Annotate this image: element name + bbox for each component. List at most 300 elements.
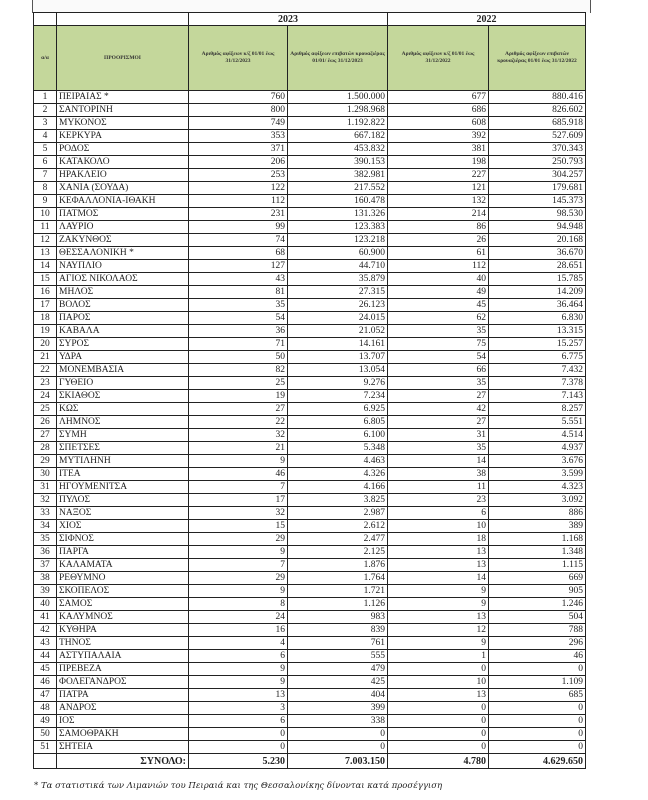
arrivals-2023: 9: [189, 663, 288, 676]
passengers-2023: 2.125: [288, 546, 388, 559]
table-row: [34, 156, 586, 169]
passengers-2023: 7.234: [288, 390, 388, 403]
table-row: [34, 455, 586, 468]
destination-name: ΚΥΘΗΡΑ: [57, 624, 189, 637]
passengers-2022: 4.514: [489, 429, 586, 442]
row-index: 46: [34, 676, 57, 689]
row-index: 11: [34, 221, 57, 234]
passengers-2023: 13.707: [288, 351, 388, 364]
total-arrivals-2023: 5.230: [189, 754, 288, 769]
year-2023-header: 2023: [189, 13, 388, 26]
passengers-2023: 160.478: [288, 195, 388, 208]
passengers-2023: 24.015: [288, 312, 388, 325]
passengers-2023: 667.182: [288, 130, 388, 143]
arrivals-2023: 4: [189, 637, 288, 650]
passengers-2023: 27.315: [288, 286, 388, 299]
passengers-2023: 123.383: [288, 221, 388, 234]
table-row: [34, 689, 586, 702]
passengers-2023: 399: [288, 702, 388, 715]
passengers-2023: 9.276: [288, 377, 388, 390]
passengers-2022: 1.348: [489, 546, 586, 559]
total-passengers-2023: 7.003.150: [288, 754, 388, 769]
table-row: [34, 104, 586, 117]
arrivals-2022: 23: [388, 494, 489, 507]
table-row: [34, 533, 586, 546]
arrivals-2023: 74: [189, 234, 288, 247]
destination-name: ΘΕΣΣΑΛΟΝΙΚΗ *: [57, 247, 189, 260]
passengers-2023: 1.298.968: [288, 104, 388, 117]
passengers-2023: 4.463: [288, 455, 388, 468]
arrivals-2022: 0: [388, 715, 489, 728]
table-row: [34, 91, 586, 104]
destination-name: ΚΩΣ: [57, 403, 189, 416]
row-index: 40: [34, 598, 57, 611]
passengers-2023: 425: [288, 676, 388, 689]
row-index: 4: [34, 130, 57, 143]
passengers-2022: 7.378: [489, 377, 586, 390]
arrivals-2023: 13: [189, 689, 288, 702]
passengers-2022: 98.530: [489, 208, 586, 221]
arrivals-2022: 62: [388, 312, 489, 325]
arrivals-2022: 27: [388, 390, 489, 403]
arrivals-2023: 231: [189, 208, 288, 221]
arrivals-2023: 27: [189, 403, 288, 416]
passengers-2023: 4.326: [288, 468, 388, 481]
passengers-2023: 555: [288, 650, 388, 663]
passengers-2022: 389: [489, 520, 586, 533]
arrivals-2022: 54: [388, 351, 489, 364]
arrivals-2023: 24: [189, 611, 288, 624]
table-row: [34, 312, 586, 325]
destination-name: ΚΕΦΑΛΛΟΝΙΑ-ΙΘΑΚΗ: [57, 195, 189, 208]
row-index: 20: [34, 338, 57, 351]
passengers-2022: 4.323: [489, 481, 586, 494]
passengers-2022: 3.599: [489, 468, 586, 481]
arrivals-2023: 800: [189, 104, 288, 117]
arrivals-2022: 13: [388, 546, 489, 559]
arrivals-2023: 16: [189, 624, 288, 637]
arrivals-2023: 353: [189, 130, 288, 143]
passengers-2023-header: Αριθμός αφίξεων επιβατών κρουαζιέρας 01/01/ έως 31/12/2023: [288, 26, 388, 91]
table-row: [34, 572, 586, 585]
column-header-row: [34, 26, 586, 91]
table-row: [34, 299, 586, 312]
row-index: 12: [34, 234, 57, 247]
passengers-2022: 36.670: [489, 247, 586, 260]
passengers-2023: 217.552: [288, 182, 388, 195]
destination-name: ΣΠΕΤΣΕΣ: [57, 442, 189, 455]
destination-name: ΒΟΛΟΣ: [57, 299, 189, 312]
destination-name: ΚΑΛΑΜΑΤΑ: [57, 559, 189, 572]
row-index: 15: [34, 273, 57, 286]
arrivals-2022: 198: [388, 156, 489, 169]
row-index: 8: [34, 182, 57, 195]
passengers-2023: 4.166: [288, 481, 388, 494]
passengers-2023: 6.925: [288, 403, 388, 416]
passengers-2023: 1.192.822: [288, 117, 388, 130]
passengers-2023: 131.326: [288, 208, 388, 221]
arrivals-2022: 27: [388, 416, 489, 429]
arrivals-2022: 0: [388, 741, 489, 754]
row-index: 13: [34, 247, 57, 260]
arrivals-2022: 13: [388, 689, 489, 702]
destination-name: ΠΡΕΒΕΖΑ: [57, 663, 189, 676]
passengers-2022: 0: [489, 715, 586, 728]
row-index: 31: [34, 481, 57, 494]
destination-name: ΦΟΛΕΓΑΝΔΡΟΣ: [57, 676, 189, 689]
destination-name: ΣΚΙΑΘΟΣ: [57, 390, 189, 403]
destination-name: ΣΚΟΠΕΛΟΣ: [57, 585, 189, 598]
passengers-2023: 1.764: [288, 572, 388, 585]
destination-name: ΗΓΟΥΜΕΝΙΤΣΑ: [57, 481, 189, 494]
table-row: [34, 715, 586, 728]
passengers-2022: 788: [489, 624, 586, 637]
arrivals-2022: 14: [388, 455, 489, 468]
arrivals-2023: 46: [189, 468, 288, 481]
table-row: [34, 377, 586, 390]
table-row: [34, 195, 586, 208]
footnote: * Τα στατιστικά των Λιμανιών του Πειραιά και της Θεσσαλονίκης δίνονται κατά προσέγγιση: [34, 781, 443, 791]
blank-header-cell: [57, 13, 189, 26]
row-index: 49: [34, 715, 57, 728]
passengers-2023: 44.710: [288, 260, 388, 273]
arrivals-2023: 9: [189, 676, 288, 689]
passengers-2023: 2.477: [288, 533, 388, 546]
arrivals-2023: 253: [189, 169, 288, 182]
row-index: 18: [34, 312, 57, 325]
total-arrivals-2022: 4.780: [388, 754, 489, 769]
table-row: [34, 520, 586, 533]
arrivals-2022: 214: [388, 208, 489, 221]
passengers-2023: 1.721: [288, 585, 388, 598]
arrivals-2022: 38: [388, 468, 489, 481]
arrivals-2022: 9: [388, 637, 489, 650]
destination-name: ΣΥΜΗ: [57, 429, 189, 442]
passengers-2022: 250.793: [489, 156, 586, 169]
row-index: 2: [34, 104, 57, 117]
passengers-2023: 1.500.000: [288, 91, 388, 104]
destination-name: ΣΑΜΟΣ: [57, 598, 189, 611]
destination-name: ΙΟΣ: [57, 715, 189, 728]
arrivals-2023: 82: [189, 364, 288, 377]
destination-name: ΙΤΕΑ: [57, 468, 189, 481]
passengers-2022: 880.416: [489, 91, 586, 104]
arrivals-2023: 35: [189, 299, 288, 312]
passengers-2022: 0: [489, 728, 586, 741]
destination-name: ΛΗΜΝΟΣ: [57, 416, 189, 429]
arrivals-2023: 122: [189, 182, 288, 195]
arrivals-2022: 13: [388, 611, 489, 624]
table-row: [34, 650, 586, 663]
arrivals-2023: 112: [189, 195, 288, 208]
arrivals-2023: 6: [189, 715, 288, 728]
arrivals-2022: 686: [388, 104, 489, 117]
table-row: [34, 585, 586, 598]
row-index: 14: [34, 260, 57, 273]
arrivals-2022: 0: [388, 702, 489, 715]
passengers-2023: 13.054: [288, 364, 388, 377]
passengers-2022: 504: [489, 611, 586, 624]
destination-name: ΠΑΤΜΟΣ: [57, 208, 189, 221]
table-row: [34, 169, 586, 182]
destination-name: ΠΑΡΟΣ: [57, 312, 189, 325]
table-row: [34, 728, 586, 741]
row-index: 44: [34, 650, 57, 663]
table-row: [34, 416, 586, 429]
passengers-2022: 685: [489, 689, 586, 702]
passengers-2022: 1.115: [489, 559, 586, 572]
arrivals-2022: 35: [388, 377, 489, 390]
passengers-2022: 15.785: [489, 273, 586, 286]
arrivals-2023: 43: [189, 273, 288, 286]
row-index: 23: [34, 377, 57, 390]
arrivals-2023: 19: [189, 390, 288, 403]
arrivals-2022: 132: [388, 195, 489, 208]
passengers-2022: 1.109: [489, 676, 586, 689]
destination-name: ΣΥΡΟΣ: [57, 338, 189, 351]
row-index: 50: [34, 728, 57, 741]
passengers-2022: 6.775: [489, 351, 586, 364]
passengers-2023: 14.161: [288, 338, 388, 351]
table-row: [34, 442, 586, 455]
passengers-2022: 3.092: [489, 494, 586, 507]
arrivals-2022: 49: [388, 286, 489, 299]
destination-name: ΣΙΦΝΟΣ: [57, 533, 189, 546]
passengers-2022: 0: [489, 741, 586, 754]
passengers-2022: 886: [489, 507, 586, 520]
arrivals-2023: 29: [189, 572, 288, 585]
table-row: [34, 338, 586, 351]
passengers-2022: 304.257: [489, 169, 586, 182]
passengers-2022: 669: [489, 572, 586, 585]
row-index: 36: [34, 546, 57, 559]
destination-name: ΚΑΤΑΚΟΛΟ: [57, 156, 189, 169]
passengers-2022: 20.168: [489, 234, 586, 247]
table-row: [34, 208, 586, 221]
passengers-2022: 5.551: [489, 416, 586, 429]
row-index: 1: [34, 91, 57, 104]
passengers-2022: 179.681: [489, 182, 586, 195]
passengers-2022: 28.651: [489, 260, 586, 273]
destination-name: ΑΣΤΥΠΑΛΑΙΑ: [57, 650, 189, 663]
row-index: 28: [34, 442, 57, 455]
arrivals-2023: 68: [189, 247, 288, 260]
passengers-2022: 145.373: [489, 195, 586, 208]
passengers-2023: 0: [288, 728, 388, 741]
row-index: 3: [34, 117, 57, 130]
table-row: [34, 390, 586, 403]
table-row: [34, 624, 586, 637]
table-row: [34, 403, 586, 416]
total-label: ΣΥΝΟΛΟ:: [57, 754, 189, 769]
total-blank-cell: [34, 754, 57, 769]
passengers-2023: 0: [288, 741, 388, 754]
passengers-2023: 123.218: [288, 234, 388, 247]
table-row: [34, 598, 586, 611]
row-index: 32: [34, 494, 57, 507]
table-row: [34, 221, 586, 234]
passengers-2023: 21.052: [288, 325, 388, 338]
table-row: [34, 637, 586, 650]
passengers-2022: 296: [489, 637, 586, 650]
passengers-2023: 2.612: [288, 520, 388, 533]
arrivals-2023: 8: [189, 598, 288, 611]
arrivals-2022: 0: [388, 663, 489, 676]
arrivals-2023: 3: [189, 702, 288, 715]
arrivals-2022: 66: [388, 364, 489, 377]
arrivals-2023: 9: [189, 455, 288, 468]
table-row: [34, 182, 586, 195]
destination-name: ΠΑΤΡΑ: [57, 689, 189, 702]
row-index: 51: [34, 741, 57, 754]
table-row: [34, 494, 586, 507]
arrivals-2023: 50: [189, 351, 288, 364]
destination-name: ΠΕΙΡΑΙΑΣ *: [57, 91, 189, 104]
passengers-2022: 1.168: [489, 533, 586, 546]
passengers-2023: 60.900: [288, 247, 388, 260]
arrivals-2022: 10: [388, 520, 489, 533]
row-index: 19: [34, 325, 57, 338]
arrivals-2022: 0: [388, 728, 489, 741]
total-row: [34, 754, 586, 769]
arrivals-2023: 71: [189, 338, 288, 351]
passengers-2023: 983: [288, 611, 388, 624]
arrivals-2022: 26: [388, 234, 489, 247]
arrivals-2022: 6: [388, 507, 489, 520]
destinations-header: ΠΡΟΟΡΙΣΜΟΙ: [57, 26, 189, 91]
year-2022-header: 2022: [388, 13, 586, 26]
table-row: [34, 507, 586, 520]
arrivals-2022: 61: [388, 247, 489, 260]
passengers-2022: 14.209: [489, 286, 586, 299]
arrivals-2023: 32: [189, 429, 288, 442]
table-row: [34, 143, 586, 156]
row-index: 45: [34, 663, 57, 676]
passengers-2023: 26.123: [288, 299, 388, 312]
arrivals-2022: 10: [388, 676, 489, 689]
row-index: 27: [34, 429, 57, 442]
row-index: 30: [34, 468, 57, 481]
arrivals-2023: 29: [189, 533, 288, 546]
row-index: 37: [34, 559, 57, 572]
destination-name: ΜΥΚΟΝΟΣ: [57, 117, 189, 130]
passengers-2022: 527.609: [489, 130, 586, 143]
table-row: [34, 429, 586, 442]
cruise-statistics-table: [33, 12, 586, 769]
row-index: 25: [34, 403, 57, 416]
passengers-2022: 0: [489, 663, 586, 676]
arrivals-2023-header: Αριθμός αφίξεων κ/ζ 01/01 έως 31/12/2023: [189, 26, 288, 91]
passengers-2023: 761: [288, 637, 388, 650]
destination-name: ΣΑΜΟΘΡΑΚΗ: [57, 728, 189, 741]
arrivals-2022: 11: [388, 481, 489, 494]
arrivals-2023: 749: [189, 117, 288, 130]
table-row: [34, 234, 586, 247]
row-index: 22: [34, 364, 57, 377]
table-row: [34, 702, 586, 715]
arrivals-2022: 40: [388, 273, 489, 286]
arrivals-2022: 13: [388, 559, 489, 572]
passengers-2023: 6.805: [288, 416, 388, 429]
destination-name: ΤΗΝΟΣ: [57, 637, 189, 650]
row-index: 17: [34, 299, 57, 312]
arrivals-2022: 121: [388, 182, 489, 195]
row-index: 26: [34, 416, 57, 429]
arrivals-2022: 227: [388, 169, 489, 182]
destination-name: ΝΑΥΠΛΙΟ: [57, 260, 189, 273]
arrivals-2022: 42: [388, 403, 489, 416]
table-row: [34, 741, 586, 754]
arrivals-2023: 21: [189, 442, 288, 455]
arrivals-2023: 127: [189, 260, 288, 273]
destination-name: ΠΑΡΓΑ: [57, 546, 189, 559]
arrivals-2022: 677: [388, 91, 489, 104]
destination-name: ΚΕΡΚΥΡΑ: [57, 130, 189, 143]
destination-name: ΛΑΥΡΙΟ: [57, 221, 189, 234]
arrivals-2023: 17: [189, 494, 288, 507]
row-index: 38: [34, 572, 57, 585]
destination-name: ΥΔΡΑ: [57, 351, 189, 364]
passengers-2022: 3.676: [489, 455, 586, 468]
arrivals-2022: 1: [388, 650, 489, 663]
passengers-2022: 1.246: [489, 598, 586, 611]
destination-name: ΝΑΞΟΣ: [57, 507, 189, 520]
index-header: α/α: [34, 26, 57, 91]
passengers-2022: 13.315: [489, 325, 586, 338]
arrivals-2023: 7: [189, 481, 288, 494]
arrivals-2023: 9: [189, 546, 288, 559]
arrivals-2023: 760: [189, 91, 288, 104]
row-index: 10: [34, 208, 57, 221]
table-row: [34, 663, 586, 676]
table-row: [34, 286, 586, 299]
table-row: [34, 260, 586, 273]
destination-name: ΑΝΔΡΟΣ: [57, 702, 189, 715]
destination-name: ΚΑΛΥΜΝΟΣ: [57, 611, 189, 624]
arrivals-2023: 206: [189, 156, 288, 169]
table-row: [34, 273, 586, 286]
arrivals-2023: 6: [189, 650, 288, 663]
arrivals-2022: 9: [388, 598, 489, 611]
arrivals-2022: 608: [388, 117, 489, 130]
arrivals-2022: 18: [388, 533, 489, 546]
passengers-2023: 479: [288, 663, 388, 676]
passengers-2022: 36.464: [489, 299, 586, 312]
destination-name: ΣΑΝΤΟΡΙΝΗ: [57, 104, 189, 117]
passengers-2023: 1.876: [288, 559, 388, 572]
passengers-2022: 4.937: [489, 442, 586, 455]
year-header-row: [34, 13, 586, 26]
destination-name: ΣΗΤΕΙΑ: [57, 741, 189, 754]
passengers-2023: 453.832: [288, 143, 388, 156]
passengers-2022-header: Αριθμός αφίξεων επιβατών κρουαζιέρας 01/01 έως 31/12/2022: [489, 26, 586, 91]
destination-name: ΜΥΤΙΛΗΝΗ: [57, 455, 189, 468]
passengers-2023: 3.825: [288, 494, 388, 507]
arrivals-2023: 22: [189, 416, 288, 429]
table-row: [34, 676, 586, 689]
table-row: [34, 325, 586, 338]
arrivals-2023: 25: [189, 377, 288, 390]
arrivals-2022: 86: [388, 221, 489, 234]
passengers-2022: 46: [489, 650, 586, 663]
row-index: 21: [34, 351, 57, 364]
arrivals-2022: 35: [388, 442, 489, 455]
destination-name: ΡΕΘΥΜΝΟ: [57, 572, 189, 585]
row-index: 33: [34, 507, 57, 520]
arrivals-2022: 9: [388, 585, 489, 598]
table-row: [34, 559, 586, 572]
passengers-2022: 7.143: [489, 390, 586, 403]
